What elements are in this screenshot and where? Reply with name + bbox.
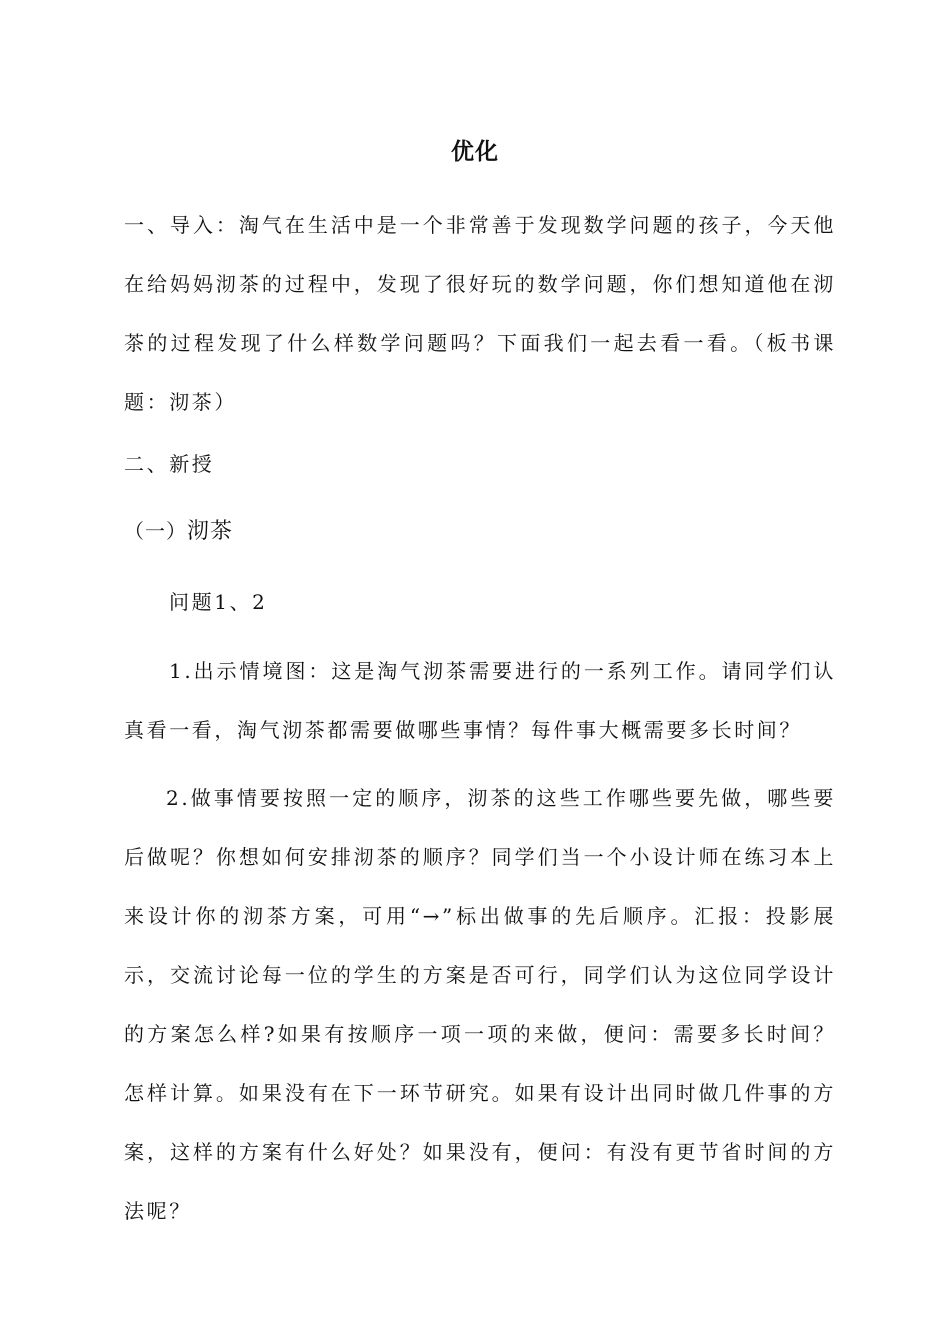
subsection-heading-tea — [124, 511, 836, 552]
question-label: 问题1、2 — [169, 590, 268, 614]
intro-paragraph: 一、导入：淘气在生活中是一个非常善于发现数学问题的孩子，今天他在给妈妈沏茶的过程中，发现了很好玩的数学问题，你们想知道他在沏茶的过程发现了什么样数学问题吗？下面我们一起去看一看。（板书课题：沏茶） — [124, 213, 836, 414]
paragraph-2: 2.做事情要按照一定的顺序，沏茶的这些工作哪些要先做，哪些要后做呢？你想如何安排沏茶的顺序？同学们当一个小设计师在练习本上来设计你的沏茶方案，可用“→”标出做事的先后顺序。汇报：投影展示，交流讨论每一位的学生的方案是否可行，同学们认为这位同学设计的方案怎么样?如果有按顺序一项一项的来做，便问：需要多长时间？怎样计算。如果没有在下一环节研究。如果有设计出同时做几件事的方案，这样的方案有什么好处？如果没有，便问：有没有更节省时间的方法呢？ — [124, 786, 836, 1223]
subsection-prefix: （一） — [124, 519, 187, 543]
section-heading-new-lesson: 二、新授 — [124, 452, 215, 476]
document-title: 优化 — [451, 139, 499, 165]
paragraph-1: 1.出示情境图：这是淘气沏茶需要进行的一系列工作。请同学们认真看一看，淘气沏茶都需要做哪些事情？每件事大概需要多长时间？ — [124, 659, 836, 742]
subsection-title: 沏茶 — [187, 519, 234, 544]
